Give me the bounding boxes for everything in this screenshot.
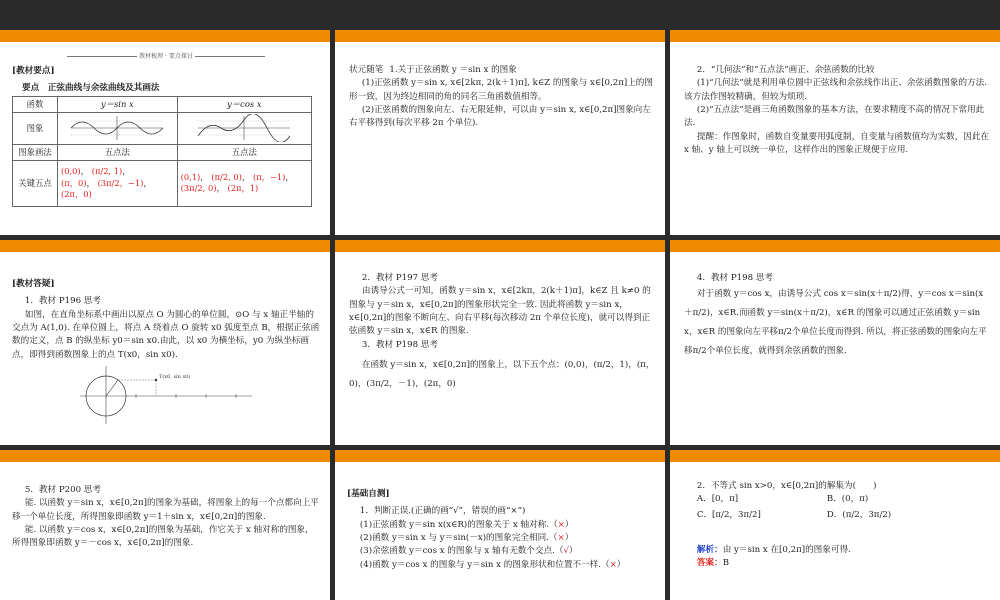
question-title: 1．判断正误.(正确的画“√”，错误的画“×”) xyxy=(359,506,526,517)
options-row-2 xyxy=(684,509,990,522)
compare-title: 2．“几何法”和“五点法”画正、余弦函数的比较 xyxy=(696,65,875,75)
judge-answer-1: × xyxy=(557,519,565,530)
cos-graph xyxy=(177,112,311,144)
cos-pt-4: (3π/2, 0) xyxy=(180,183,217,194)
judge-answer-3: √ xyxy=(563,546,569,557)
question-body: 如图，在直角坐标系中画出以原点 O 为圆心的单位圆，⊙O 与 x 轴正半轴的交点为 A(1,0). 在单位圆上，将点 A 绕着点 O 旋转 x0 弧度至点 B，根据正弦函数的定义，点 B 的纵坐标 y0＝sin x0.由此，以 x0 为横坐标，y0 为纵坐标画点，即得到函数图象上的点 T(x0，sin x0). xyxy=(12,309,320,360)
slide-band xyxy=(0,30,330,42)
question-3-title: 3．教材 P198 思考 xyxy=(361,339,438,350)
judge-item-4: (4)函数 y＝cos x 的图象与 y＝sin x 的图象形状和位置不一样.（×） xyxy=(359,559,626,570)
slide-band xyxy=(335,450,665,462)
th-sin: y＝sin x xyxy=(58,96,178,112)
question-title: 2．不等式 sin x>0，x∈[0,2π]的解集为( ) xyxy=(696,481,877,491)
note-line-2: (1)正弦函数 y＝sin x, x∈[2kπ, 2(k＋1)π], k∈Z 的图象与 x∈[0,2π]上的图形一致，因为终边相同的角的同名三角函数值相等。 xyxy=(349,78,653,102)
cos-pt-2: (π/2, 0) xyxy=(211,171,242,182)
cos-points: (0,1)， (π/2, 0)， (π，−1)， (3π/2, 0)， (2π，1) xyxy=(177,160,311,206)
slide-band xyxy=(0,450,330,462)
section-title: [教材要点] xyxy=(12,66,55,77)
slide-7[interactable] xyxy=(0,450,330,600)
sin-pt-1: (0,0) xyxy=(61,165,81,176)
question-title: 1．教材 P196 思考 xyxy=(24,296,101,307)
option-d[interactable]: D．(π/2，3π/2) xyxy=(826,509,892,520)
answer-label: 答案： xyxy=(696,558,723,569)
section-title: [教材答疑] xyxy=(12,279,55,289)
judge-item-1: (1)正弦函数 y＝sin x(x∈R)的图象关于 x 轴对称.（×） xyxy=(359,519,574,530)
curve-table xyxy=(12,96,312,207)
judge-answer-2: × xyxy=(557,532,565,543)
answer xyxy=(684,557,990,570)
sin-pt-3: (π，0) xyxy=(61,177,87,188)
question-title: 5．教材 P200 思考 xyxy=(24,485,101,495)
judge-item-2: (2)函数 y＝sin x 与 y＝sin(－x)的图象完全相同.（×） xyxy=(359,532,574,543)
slide-6[interactable] xyxy=(670,240,1000,445)
note-tag: 状元随笔 xyxy=(349,65,384,75)
sin-pt-5: (2π，0) xyxy=(61,189,92,200)
slide-4[interactable] xyxy=(0,240,330,445)
reminder: 提醒：作图象时，函数自变量要用弧度制，自变量与函数值均为实数，因此在 x 轴、y 轴上可以统一单位，这样作出的图象正规便于应用. xyxy=(684,131,990,155)
row-key: 关键五点 xyxy=(13,160,58,206)
note-line-3: (2)正弦函数的图象向左、右无限延伸，可以由 y＝sin x, x∈[0,2π]图象向左右平移得到(每次平移 2π 个单位). xyxy=(349,104,651,129)
top-bar xyxy=(0,0,1000,26)
cos-pt-5: (2π，1) xyxy=(227,183,259,194)
row-graph: 图象 xyxy=(13,112,58,144)
compare-1: (1)“几何法”就是利用单位圆中正弦线和余弦线作出正、余弦函数图象的方法. 该方法作图较精确，但较为烦琐. xyxy=(684,78,987,102)
option-b[interactable]: B．(0，π) xyxy=(826,494,869,505)
slide-1[interactable] xyxy=(0,30,330,235)
question-body: 由诱导公式一可知，函数 y＝sin x，x∈[2kπ，2(k＋1)π]，k∈Z 且 k≠0 的图象与 y＝sin x，x∈[0,2π]的图象形状完全一致. 因此将函数 y＝sin x，x∈[0,2π]的图象不断向左、向右平移(每次移动 2π 个单位长度)，就可以得到正弦函数 y＝sin x，x∈R 的图象. xyxy=(349,286,651,337)
sin-points: (0,0)， (π/2, 1)， (π，0)， (3π/2，−1)， (2π，0) xyxy=(58,160,178,206)
judge-item-3: (3)余弦函数 y＝cos x 的图象与 x 轴有无数个交点.（√） xyxy=(359,546,578,557)
judge-answer-4: × xyxy=(609,559,617,570)
slide-band xyxy=(335,30,665,42)
question-title: 2．教材 P197 思考 xyxy=(361,273,438,283)
slide-5[interactable] xyxy=(335,240,665,445)
analysis-text: 由 y＝sin x 在[0,2π]的图象可得. xyxy=(722,544,851,555)
point-title: 要点 正弦曲线与余弦曲线及其画法 xyxy=(22,82,160,93)
compare-2: (2)“五点法”是画三角函数图象的基本方法，在要求精度不高的情况下常用此法. xyxy=(684,104,985,129)
slide-2[interactable] xyxy=(335,30,665,235)
question-title: 4．教材 P198 思考 xyxy=(696,273,773,283)
answer-value: B xyxy=(722,558,730,569)
sin-pt-4: (3π/2，−1) xyxy=(97,177,144,188)
answer-2: 能. 以函数 y＝cos x，x∈[0,2π]的图象为基础，作它关于 x 轴对称的图象，所得图象即函数 y＝－cos x，x∈[0,2π]的图象. xyxy=(12,524,314,549)
sin-graph xyxy=(58,112,178,144)
option-c[interactable]: C．[π/2，3π/2] xyxy=(696,509,761,520)
slide-9[interactable] xyxy=(670,450,1000,600)
slide-band xyxy=(335,240,665,252)
analysis xyxy=(684,544,990,557)
slide-band xyxy=(670,240,1000,252)
note-line-1: 状元随笔 1.关于正弦函数 y ＝sin x 的图象 xyxy=(349,65,517,75)
cos-pt-1: (0,1) xyxy=(180,171,201,182)
method-sin: 五点法 xyxy=(58,144,178,160)
unit-circle-graph xyxy=(76,364,256,426)
slide-band xyxy=(0,240,330,252)
th-cos: y＝cos x xyxy=(177,96,311,112)
slide-8[interactable] xyxy=(335,450,665,600)
graph-point-label: T(x0, sin x0) xyxy=(159,373,191,380)
sin-pt-2: (π/2, 1) xyxy=(91,165,123,176)
slide-band xyxy=(670,30,1000,42)
option-a[interactable]: A．[0，π] xyxy=(696,494,739,505)
answer-1: 能. 以函数 y＝sin x，x∈[0,2π]的图象为基础，将图象上的每一个点都向上平移一个单位长度，所得图象即函数 y＝1＋sin x，x∈[0,2π]的图象. xyxy=(12,498,319,522)
question-3-body: 在函数 y＝sin x，x∈[0,2π]的图象上，以下五个点：(0,0)，(π/2，1)，(π，0)，(3π/2，－1)，(2π，0) xyxy=(349,359,655,389)
analysis-label: 解析： xyxy=(696,544,723,555)
section-title: [基础自测] xyxy=(347,489,390,499)
slide-3[interactable] xyxy=(670,30,1000,235)
row-method: 图象画法 xyxy=(13,144,58,160)
question-body: 对于函数 y＝cos x，由诱导公式 cos x＝sin(x＋π/2)得，y＝cos x＝sin(x＋π/2)，x∈R.而函数 y＝sin(x＋π/2)，x∈R 的图象可以通过正弦函数 y＝sin x，x∈R 的图象向左平移π/2个单位长度而得到. 所以，将正弦函数的图象向左平移π/2个单位长度，就得到余弦函数的图象. xyxy=(684,289,987,357)
method-cos: 五点法 xyxy=(177,144,311,160)
slide-band xyxy=(670,450,1000,462)
banner: 教材梳理 · 要点探讨 xyxy=(12,52,320,61)
cos-pt-3: (π，−1) xyxy=(252,171,286,182)
options-row-1 xyxy=(684,493,990,506)
th-func: 函数 xyxy=(13,96,58,112)
